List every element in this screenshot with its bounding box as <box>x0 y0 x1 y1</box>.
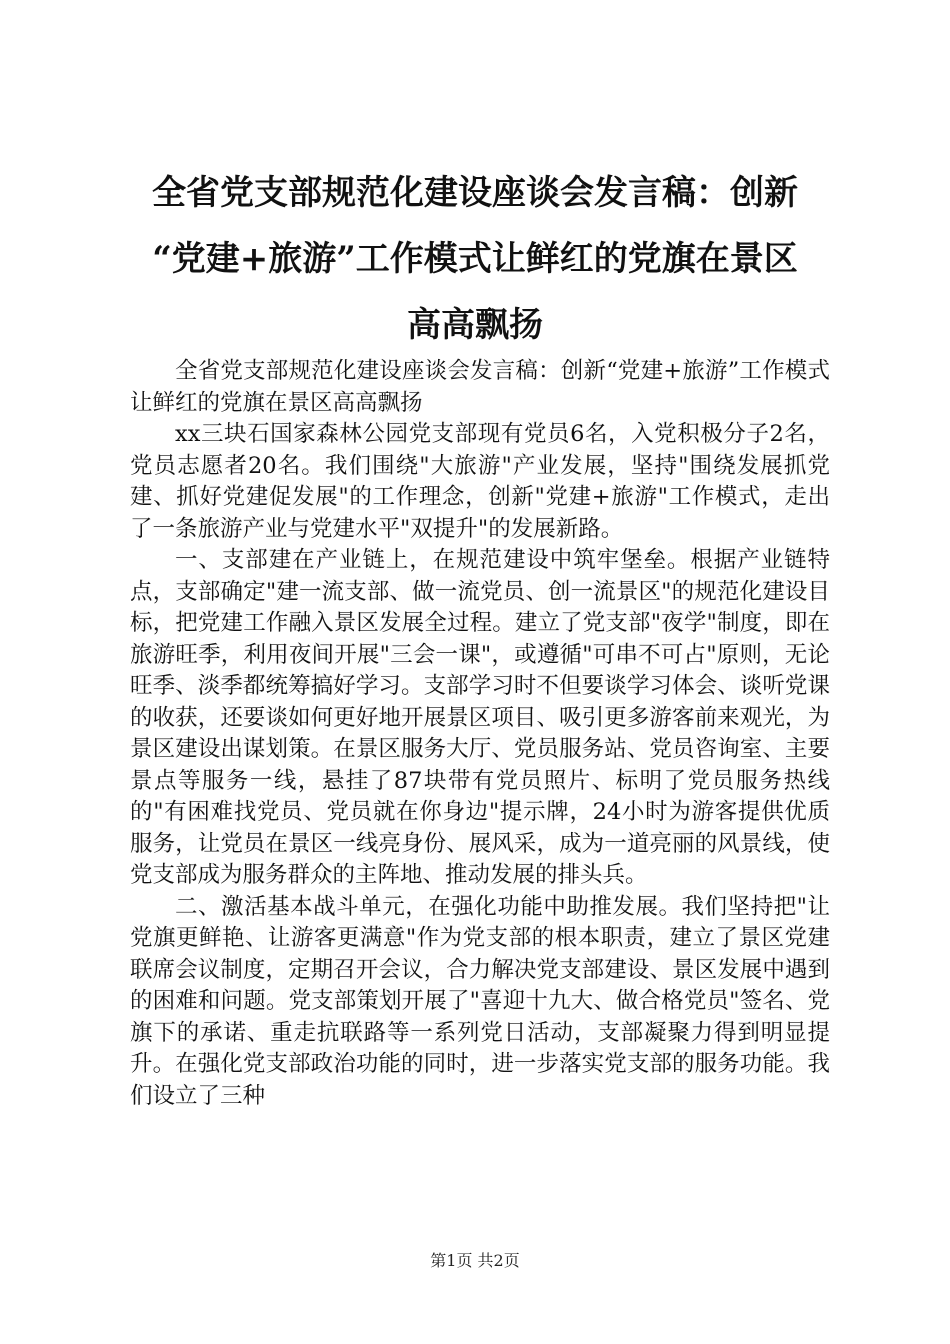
paragraph-subtitle: 全省党支部规范化建设座谈会发言稿：创新“党建+旅游”工作模式让鲜红的党旗在景区高高飘扬 <box>130 358 830 416</box>
document-body <box>130 356 830 1112</box>
paragraph-section-2: 二、激活基本战斗单元，在强化功能中助推发展。我们坚持把"让党旗更鲜艳、让游客更满意"作为党支部的根本职责，建立了景区党建联席会议制度，定期召开会议，合力解决党支部建设、景区发展中遇到的困难和问题。党支部策划开展了"喜迎十九大、做合格党员"签名、党旗下的承诺、重走抗联路等一系列党日活动，支部凝聚力得到明显提升。在强化党支部政治功能的同时，进一步落实党支部的服务功能。我们设立了三种 <box>130 893 830 1109</box>
title-line-3: 高高飘扬 <box>407 305 543 345</box>
title-line-2: “党建+旅游”工作模式让鲜红的党旗在景区 <box>152 239 798 279</box>
paragraph-intro: xx三块石国家森林公园党支部现有党员6名，入党积极分子2名，党员志愿者20名。我们围绕"大旅游"产业发展，坚持"围绕发展抓党建、抓好党建促发展"的工作理念，创新"党建+旅游"工作模式，走出了一条旅游产业与党建水平"双提升"的发展新路。 <box>130 421 830 542</box>
title-line-1: 全省党支部规范化建设座谈会发言稿：创新 <box>152 173 798 213</box>
page-footer: 第1页 共2页 <box>430 1251 520 1270</box>
paragraph-section-1: 一、支部建在产业链上，在规范建设中筑牢堡垒。根据产业链特点，支部确定"建一流支部、做一流党员、创一流景区"的规范化建设目标，把党建工作融入景区发展全过程。建立了党支部"夜学"制度，即在旅游旺季，利用夜间开展"三会一课"，或遵循"可串不可占"原则，无论旺季、淡季都统筹搞好学习。支部学习时不但要谈学习体会、谈听党课的收获，还要谈如何更好地开展景区项目、吸引更多游客前来观光，为景区建设出谋划策。在景区服务大厅、党员服务站、党员咨询室、主要景点等服务一线，悬挂了87块带有党员照片、标明了党员服务热线的"有困难找党员、党员就在你身边"提示牌，24小时为游客提供优质服务，让党员在景区一线亮身份、展风采，成为一道亮丽的风景线，使党支部成为服务群众的主阵地、推动发展的排头兵。 <box>130 547 830 888</box>
document-title <box>110 160 840 358</box>
